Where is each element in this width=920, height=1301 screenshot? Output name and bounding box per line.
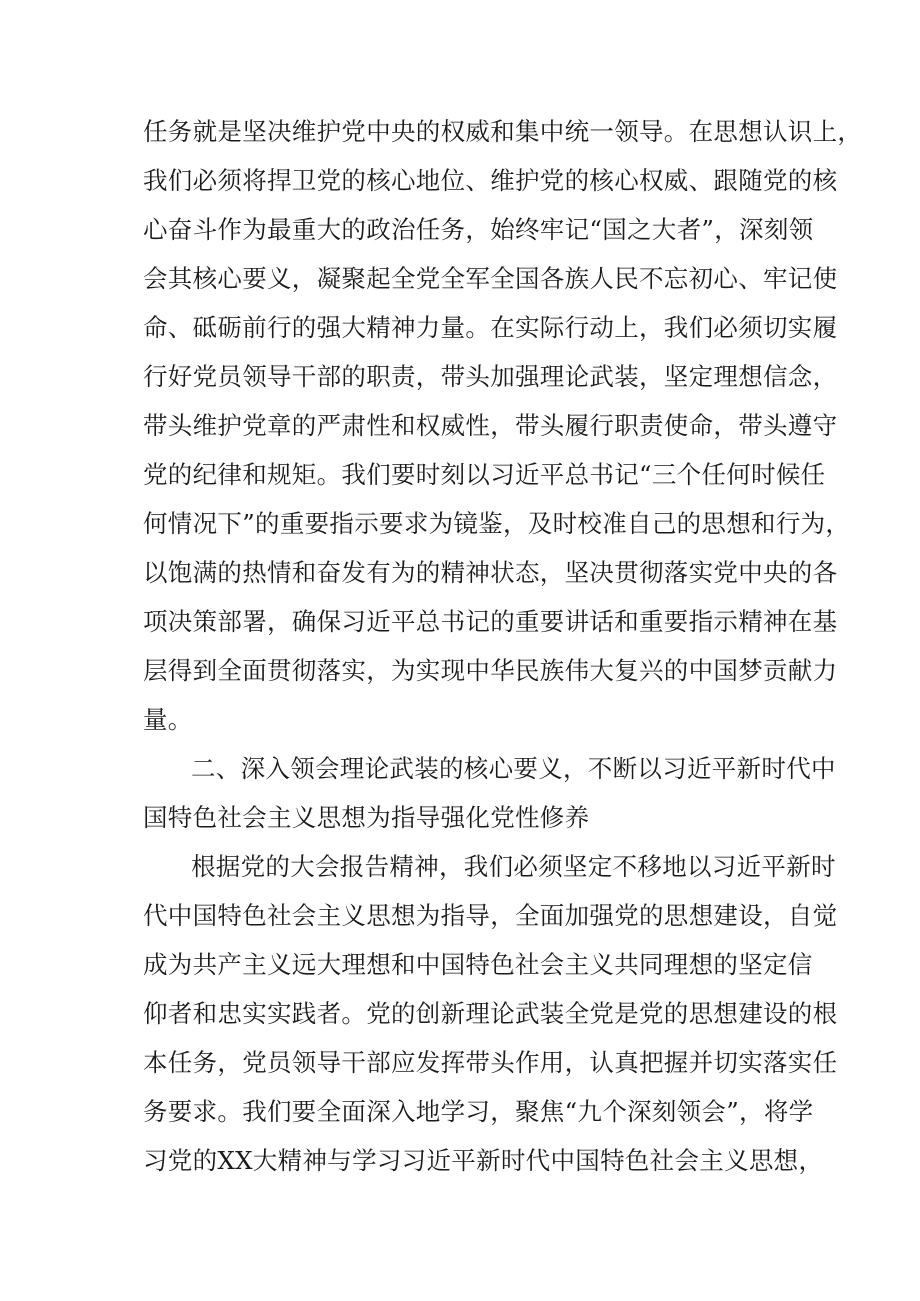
- body-text-line: 本任务，党员领导干部应发挥带头作用，认真把握并切实落实任: [143, 1048, 838, 1077]
- body-text-line: 任务就是坚决维护党中央的权威和集中统一领导。在思想认识上，: [143, 117, 863, 146]
- body-text-line: 务要求。我们要全面深入地学习，聚焦“九个深刻领会”，将学: [143, 1097, 814, 1126]
- body-text-line: 心奋斗作为最重大的政治任务，始终牢记“国之大者”，深刻领: [143, 215, 814, 244]
- body-text-line: 党的纪律和规矩。我们要时刻以习近平总书记“三个任何时候任: [143, 460, 826, 489]
- body-text-line: 项决策部署，确保习近平总书记的重要讲话和重要指示精神在基: [143, 607, 838, 636]
- section-heading-line: 国特色社会主义思想为指导强化党性修养: [143, 803, 590, 832]
- section-heading-line: 二、深入领会理论武装的核心要义，不断以习近平新时代中: [191, 754, 836, 783]
- body-text-line: 何情况下”的重要指示要求为镜鉴，及时校准自己的思想和行为，: [143, 509, 851, 538]
- body-text-line: 以饱满的热情和奋发有为的精神状态，坚决贯彻落实党中央的各: [143, 558, 838, 587]
- body-text-line: 量。: [143, 705, 193, 734]
- body-text-line: 代中国特色社会主义思想为指导，全面加强党的思想建设，自觉: [143, 901, 838, 930]
- body-text-line: 会其核心要义，凝聚起全党全军全国各族人民不忘初心、牢记使: [143, 264, 838, 293]
- body-text-line: 根据党的大会报告精神，我们必须坚定不移地以习近平新时: [191, 852, 836, 881]
- body-text-line: 命、砥砺前行的强大精神力量。在实际行动上，我们必须切实履: [143, 313, 838, 342]
- body-text-line: 我们必须将捍卫党的核心地位、维护党的核心权威、跟随党的核: [143, 166, 838, 195]
- body-text-line: 带头维护党章的严肃性和权威性，带头履行职责使命，带头遵守: [143, 411, 838, 440]
- body-text-line: 仰者和忠实实践者。党的创新理论武装全党是党的思想建设的根: [143, 999, 838, 1028]
- body-text-line: 成为共产主义远大理想和中国特色社会主义共同理想的坚定信: [143, 950, 813, 979]
- body-text-line: 层得到全面贯彻落实，为实现中华民族伟大复兴的中国梦贡献力: [143, 656, 838, 685]
- body-text-line: 习党的XX大精神与学习习近平新时代中国特色社会主义思想，: [143, 1146, 824, 1175]
- body-text-line: 行好党员领导干部的职责，带头加强理论武装，坚定理想信念，: [143, 362, 838, 391]
